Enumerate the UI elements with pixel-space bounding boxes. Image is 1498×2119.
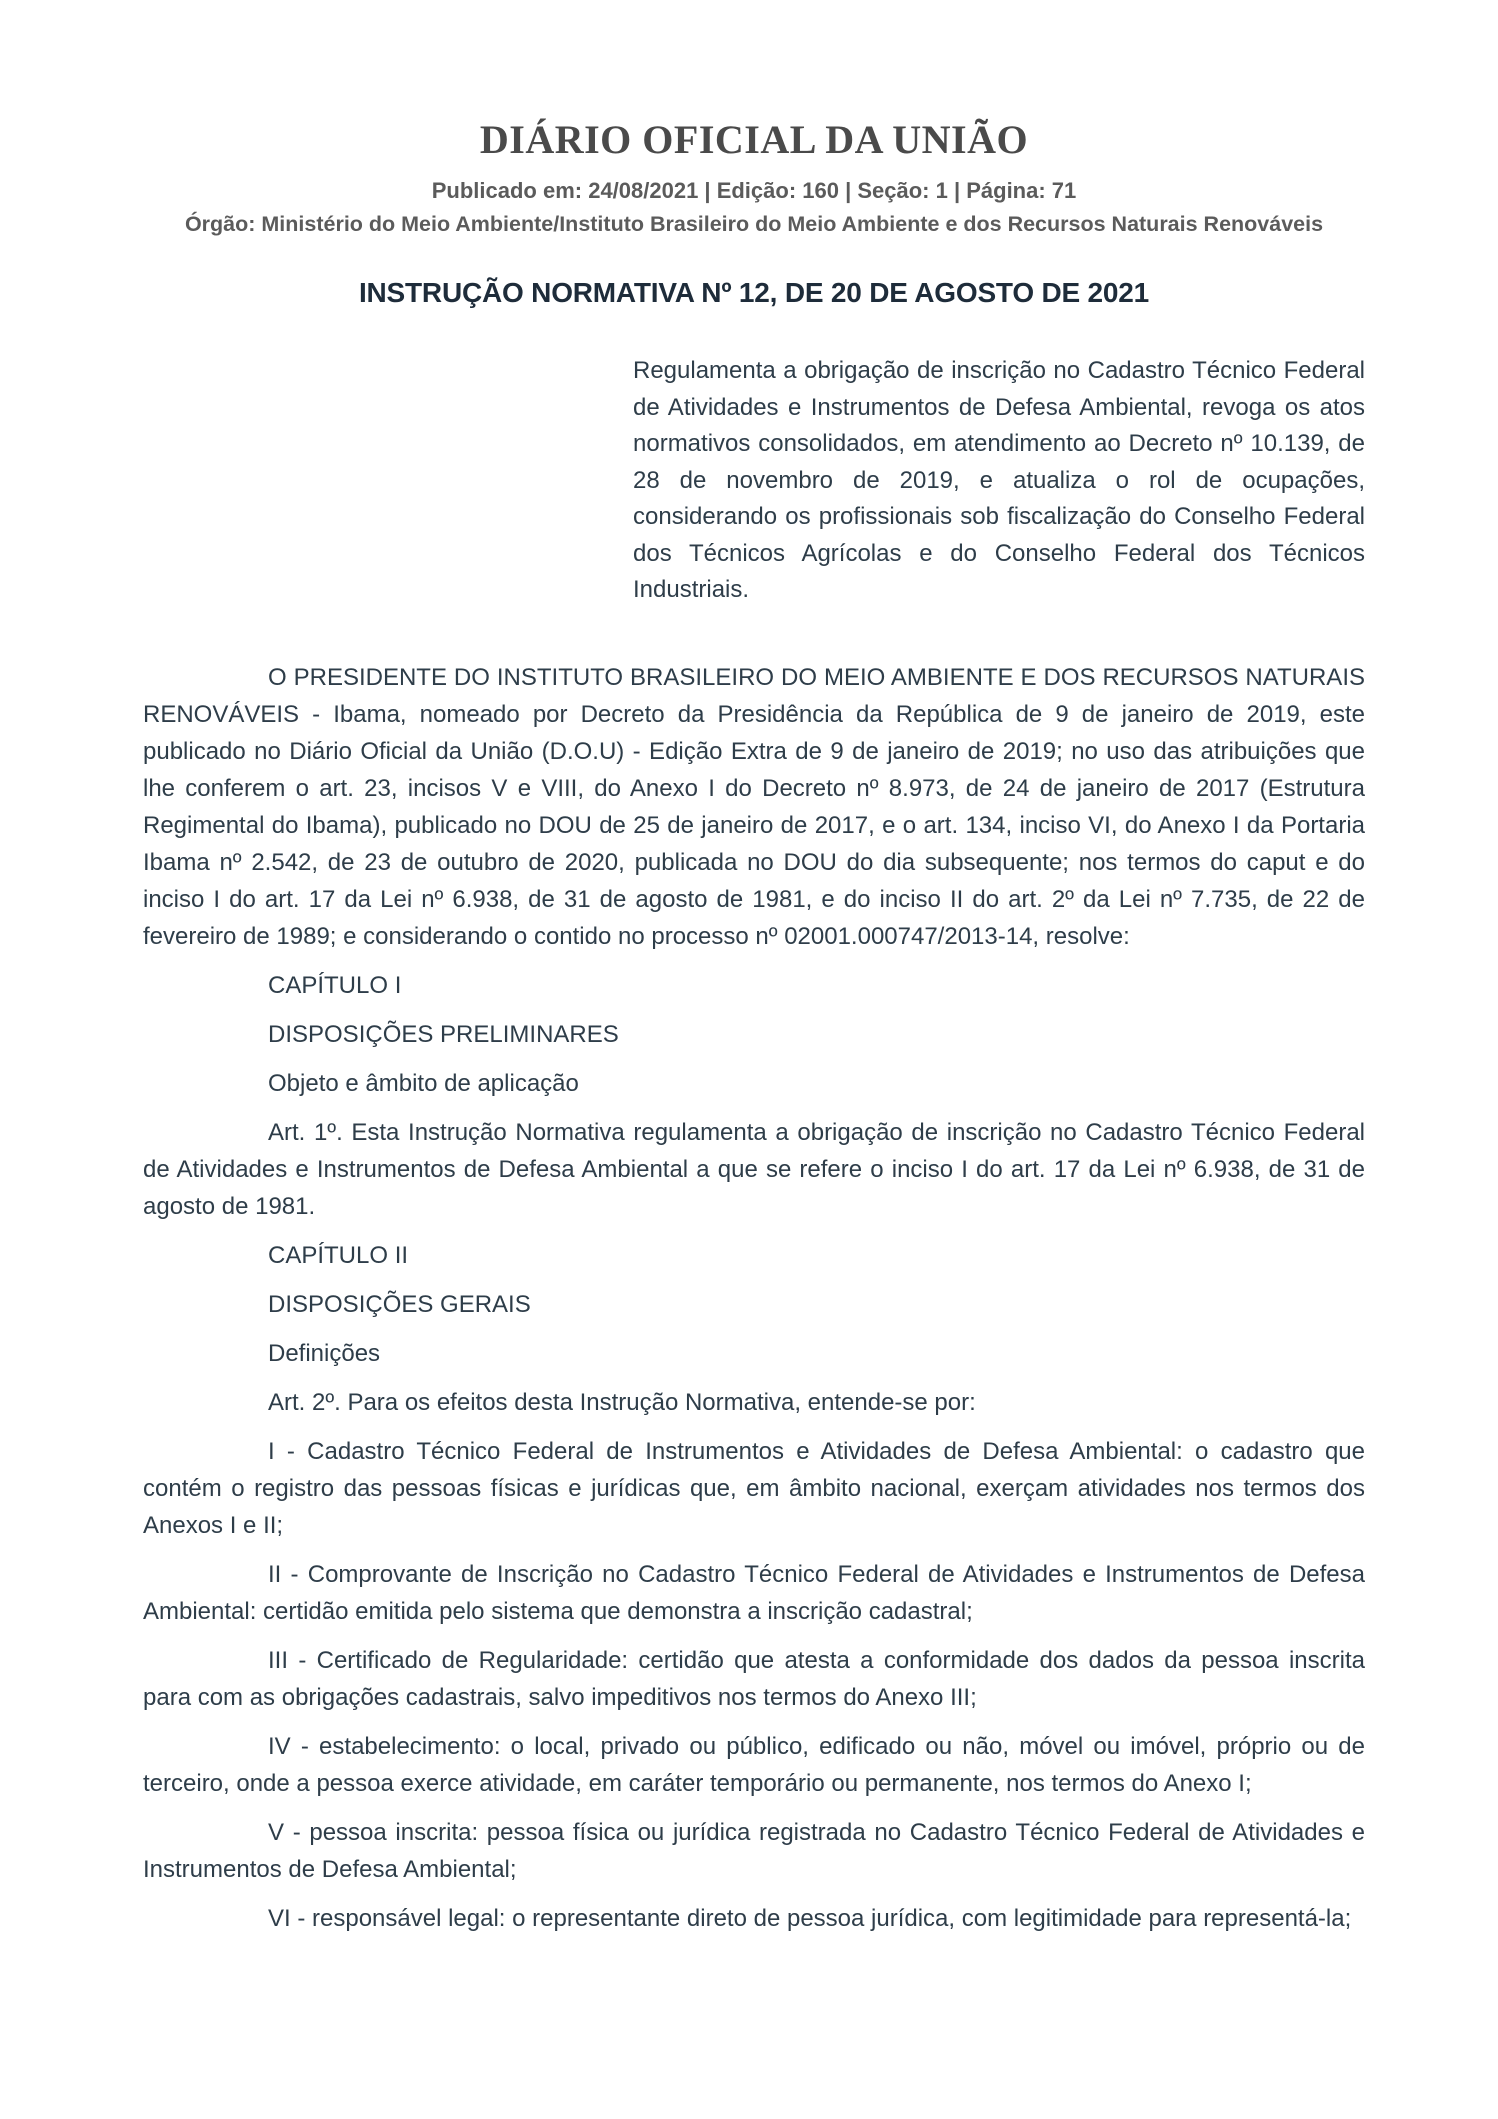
paragraph: Objeto e âmbito de aplicação — [268, 1069, 579, 1097]
document-body — [143, 659, 1365, 1937]
paragraph: VI - responsável legal: o representante direto de pessoa jurídica, com legitimidade para representá-la; — [268, 1904, 1352, 1932]
paragraph: IV - estabelecimento: o local, privado ou público, edificado ou não, móvel ou imóvel, próprio ou de terceiro, onde a pessoa exerce atividade, em caráter temporário ou permanente, nos termos do Anexo I; — [143, 1732, 1365, 1797]
gazette-masthead: DIÁRIO OFICIAL DA UNIÃO — [479, 117, 1029, 162]
organ-info-line: Órgão: Ministério do Meio Ambiente/Instituto Brasileiro do Meio Ambiente e dos Recursos Naturais Renováveis — [184, 212, 1324, 236]
paragraph: CAPÍTULO II — [268, 1241, 409, 1269]
paragraph: Art. 1º. Esta Instrução Normativa regulamenta a obrigação de inscrição no Cadastro Técnico Federal de Atividades e Instrumentos de Defesa Ambiental a que se refere o inciso I do art. 17 da Lei nº 6.938, de 31 de agosto de 1981. — [143, 1118, 1365, 1220]
ementa-summary: Regulamenta a obrigação de inscrição no Cadastro Técnico Federal de Atividades e Instrumentos de Defesa Ambiental, revoga os atos normativos consolidados, em atendimento ao Decreto nº 10.139, de 28 de novembro de 2019, e atualiza o rol de ocupações, considerando os profissionais sob fiscalização do Conselho Federal dos Técnicos Agrícolas e do Conselho Federal dos Técnicos Industriais. — [633, 357, 1365, 603]
paragraph: Definições — [268, 1339, 381, 1367]
paragraph: DISPOSIÇÕES GERAIS — [268, 1290, 531, 1318]
paragraph: O PRESIDENTE DO INSTITUTO BRASILEIRO DO MEIO AMBIENTE E DOS RECURSOS NATURAIS RENOVÁVEIS - Ibama, nomeado por Decreto da Presidência da República de 9 de janeiro de 2019, este publicado no Diário Oficial da União (D.O.U) - Edição Extra de 9 de janeiro de 2019; no uso das atribuições que lhe conferem o art. 23, incisos V e VIII, do Anexo I do Decreto nº 8.973, de 24 de janeiro de 2017 (Estrutura Regimental do Ibama), publicado no DOU de 25 de janeiro de 2017, e o art. 134, inciso VI, do Anexo I da Portaria Ibama nº 2.542, de 23 de outubro de 2020, publicada no DOU do dia subsequente; nos termos do caput e do inciso I do art. 17 da Lei nº 6.938, de 31 de agosto de 1981, e do inciso II do art. 2º da Lei nº 7.735, de 22 de fevereiro de 1989; e considerando o contido no processo nº 02001.000747/2013-14, resolve: — [143, 663, 1365, 950]
publication-info-line: Publicado em: 24/08/2021 | Edição: 160 | Seção: 1 | Página: 71 — [431, 178, 1077, 203]
paragraph: CAPÍTULO I — [268, 971, 402, 999]
act-title: INSTRUÇÃO NORMATIVA Nº 12, DE 20 DE AGOSTO DE 2021 — [358, 277, 1150, 308]
paragraph: II - Comprovante de Inscrição no Cadastro Técnico Federal de Atividades e Instrumentos de Defesa Ambiental: certidão emitida pelo sistema que demonstra a inscrição cadastral; — [143, 1560, 1365, 1625]
paragraph: III - Certificado de Regularidade: certidão que atesta a conformidade dos dados da pessoa inscrita para com as obrigações cadastrais, salvo impeditivos nos termos do Anexo III; — [143, 1646, 1365, 1711]
paragraph: Art. 2º. Para os efeitos desta Instrução Normativa, entende-se por: — [268, 1388, 976, 1416]
paragraph: V - pessoa inscrita: pessoa física ou jurídica registrada no Cadastro Técnico Federal de Atividades e Instrumentos de Defesa Ambiental; — [143, 1818, 1365, 1883]
gazette-header — [143, 118, 1365, 237]
paragraph: DISPOSIÇÕES PRELIMINARES — [268, 1020, 619, 1048]
paragraph: I - Cadastro Técnico Federal de Instrumentos e Atividades de Defesa Ambiental: o cadastro que contém o registro das pessoas físicas e jurídicas que, em âmbito nacional, exerçam atividades nos termos dos Anexos I e II; — [143, 1437, 1365, 1539]
